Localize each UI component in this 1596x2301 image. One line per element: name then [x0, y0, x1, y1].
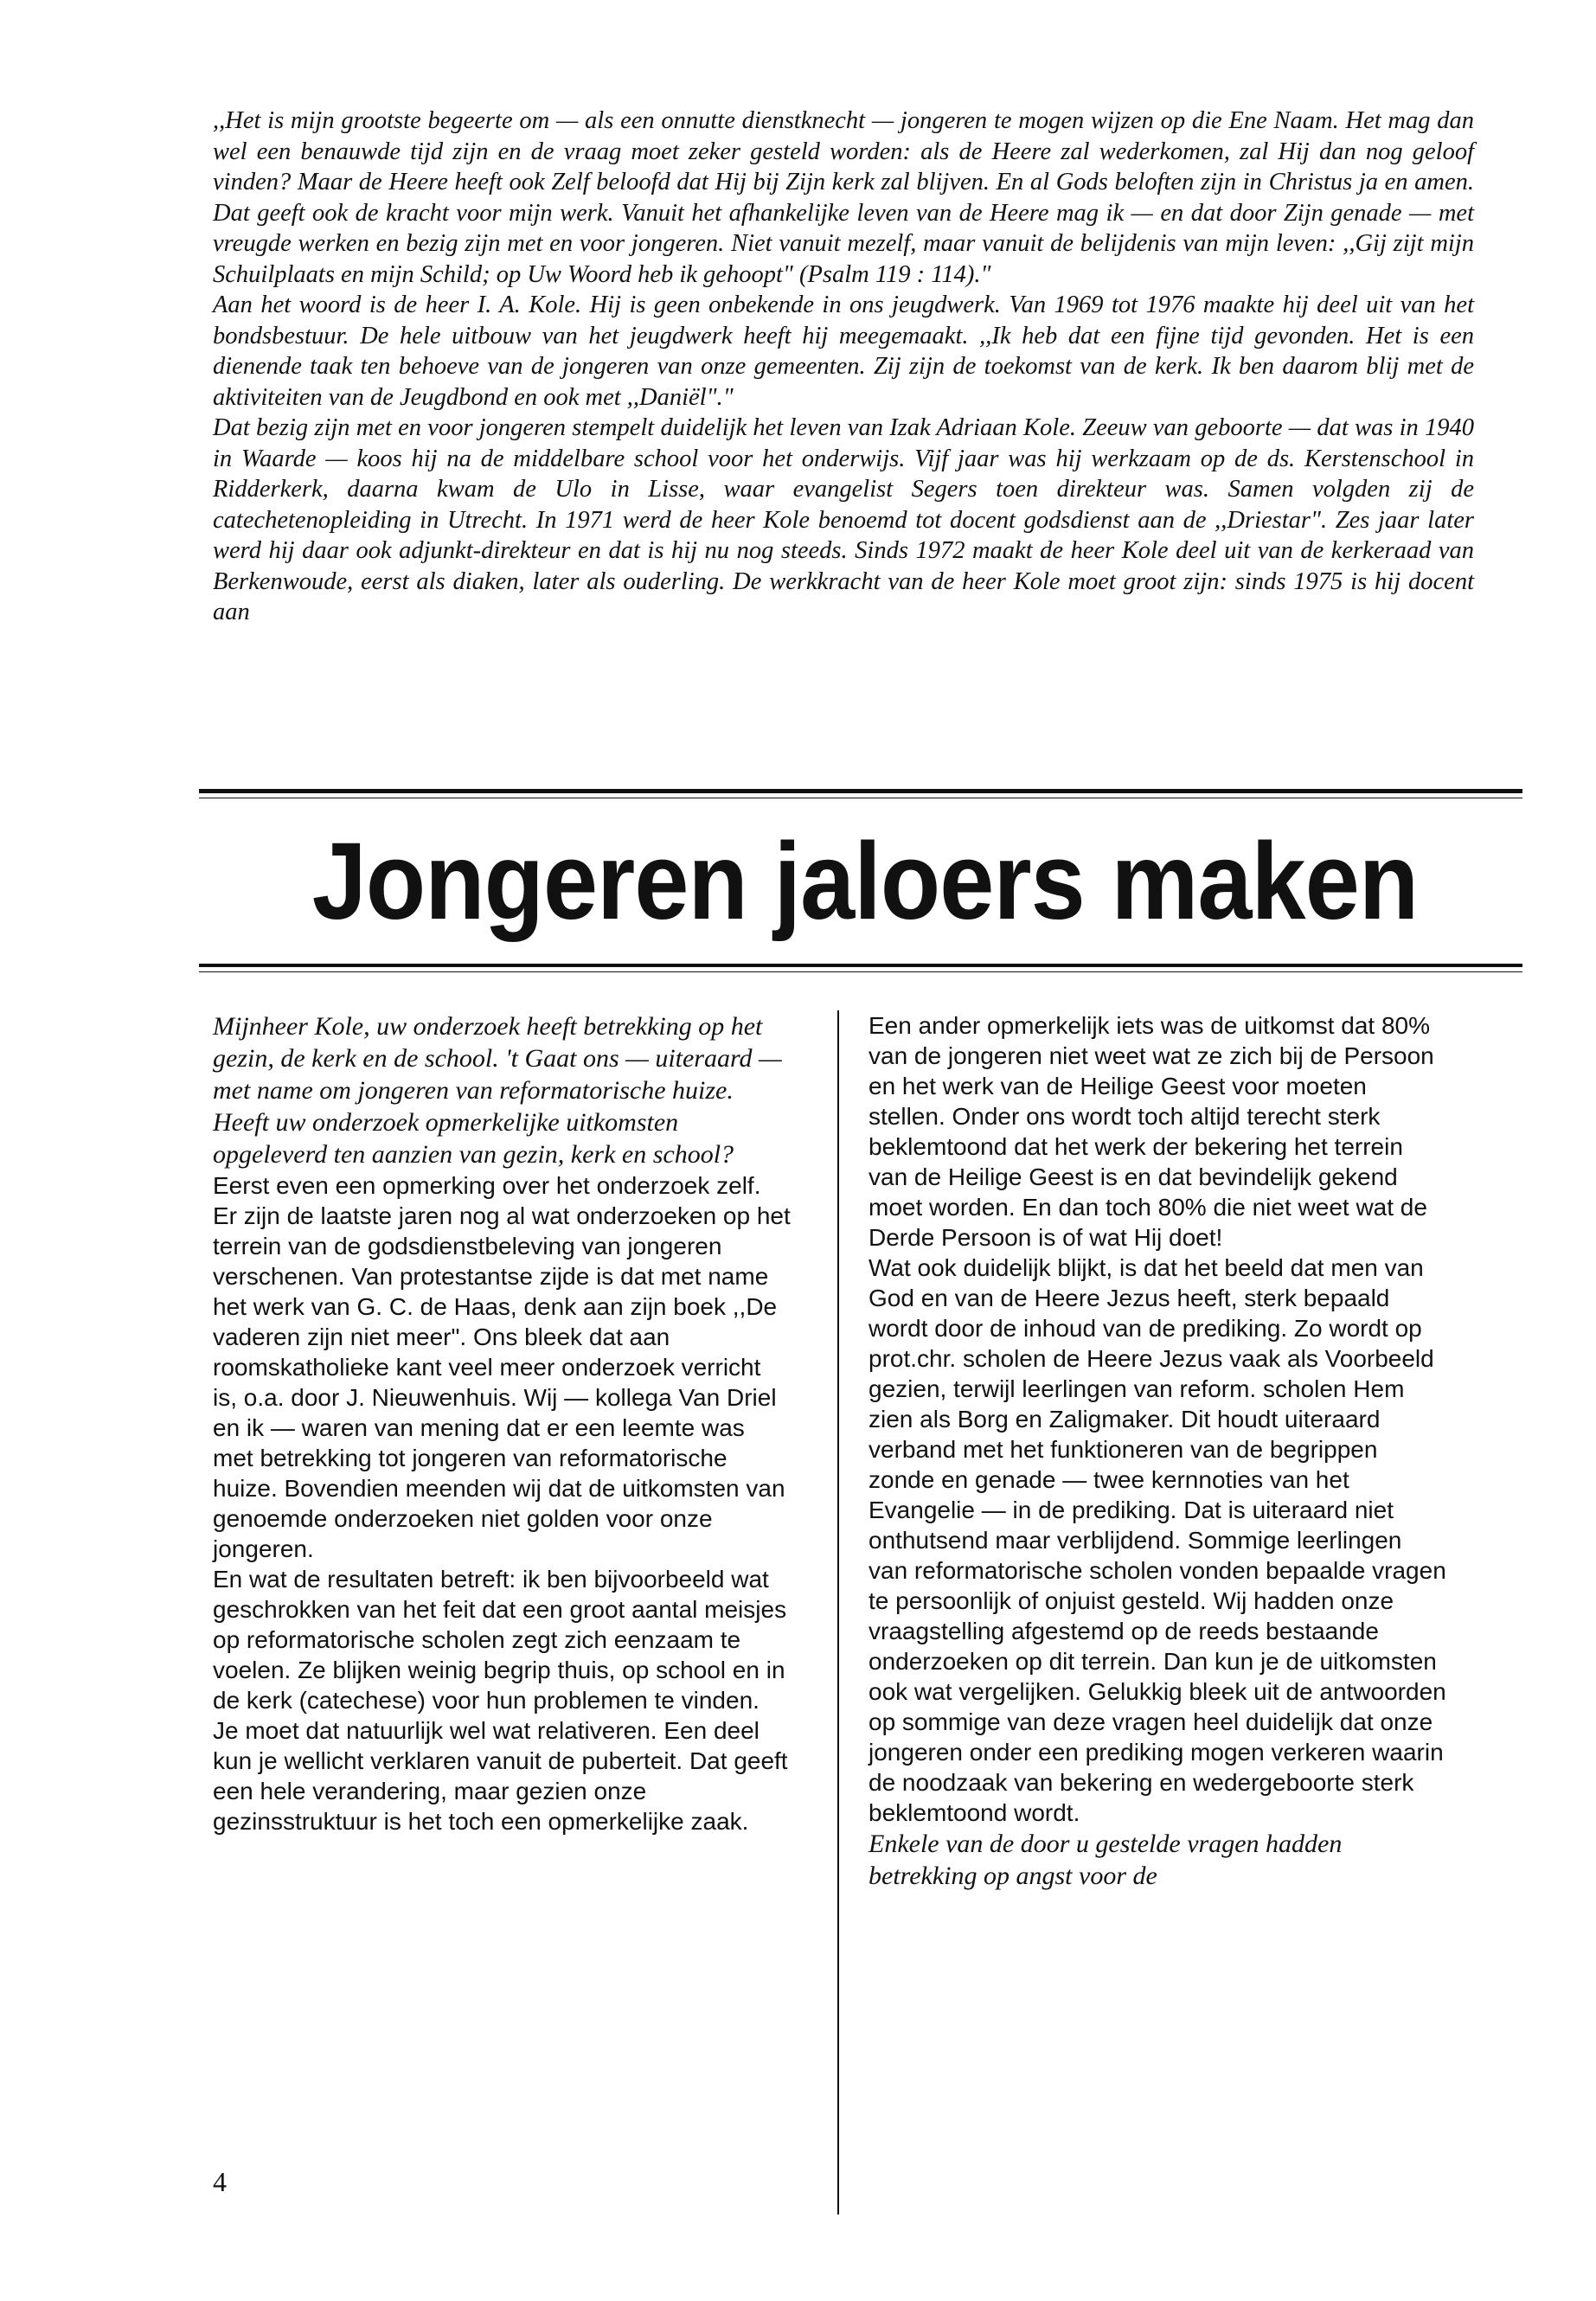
right-column: [869, 1010, 1446, 1892]
intro-paragraph: Dat bezig zijn met en voor jongeren stempelt duidelijk het leven van Izak Adriaan Kole. Zeeuw van geboorte — dat was in 1940 in Waarde — koos hij na de middelbare school voor het onderwijs. Vijf jaar was hij werkzaam op de ds. Kerstenschool in Ridderkerk, daarna kwam de Ulo in Lisse, waar evangelist Segers toen direkteur was. Samen volgden zij de catechetenopleiding in Utrecht. In 1971 werd de heer Kole benoemd tot docent godsdienst aan de ,,Driestar". Zes jaar later werd hij daar ook adjunkt-direkteur en dat is hij nu nog steeds. Sinds 1972 maakt de heer Kole deel uit van de kerkeraad van Berkenwoude, eerst als diaken, later als ouderling. De werkkracht van de heer Kole moet groot zijn: sinds 1975 is hij docent aan: [213, 414, 1474, 625]
answer-paragraph: Wat ook duidelijk blijkt, is dat het beeld dat men van God en van de Heere Jezus heeft, sterk bepaald wordt door de inhoud van de prediking. Zo wordt op prot.chr. scholen de Heere Jezus vaak als Voorbeeld gezien, terwijl leerlingen van reform. scholen Hem zien als Borg en Zaligmaker. Dit houdt uiteraard verband met het funktioneren van de begrippen zonde en genade — twee kernnoties van het Evangelie — in de prediking. Dat is uiteraard niet onthutsend maar verblijdend. Sommige leerlingen van reformatorische scholen vonden bepaalde vragen te persoonlijk of onjuist gesteld. Wij hadden onze vraagstelling afgestemd op de reeds bestaande onderzoeken op dit terrein. Dan kun je de uitkomsten ook wat vergelijken. Gelukkig bleek uit de antwoorden op sommige van deze vragen heel duidelijk dat onze jongeren onder een prediking mogen verkeren waarin de noodzaak van bekering en wedergeboorte sterk beklemtoond wordt.: [869, 1254, 1446, 1826]
bottom-rule-thick: [199, 964, 1522, 967]
interview-question: Mijnheer Kole, uw onderzoek heeft betrekking op het gezin, de kerk en de school. 't Gaat ons — uiteraard — met name om jongeren van reformatorische huize. Heeft uw onderzoek opmerkelijke uitkomsten opgeleverd ten aanzien van gezin, kerk en school?: [213, 1012, 782, 1169]
top-rule-thick: [199, 789, 1522, 793]
intro-text: [213, 106, 1474, 628]
headline: Jongeren jaloers maken: [311, 819, 1419, 942]
page-number: 4: [213, 2166, 227, 2197]
answer-paragraph: Eerst even een opmerking over het onderzoek zelf. Er zijn de laatste jaren nog al wat onderzoeken op het terrein van de godsdienstbeleving van jongeren verschenen. Van protestantse zijde is dat met name het werk van G. C. de Haas, denk aan zijn boek ,,De vaderen zijn niet meer". Ons bleek dat aan roomskatholieke kant veel meer onderzoek verricht is, o.a. door J. Nieuwenhuis. Wij — kollega Van Driel en ik — waren van mening dat er een leemte was met betrekking tot jongeren van reformatorische huize. Bovendien meenden wij dat de uitkomsten van genoemde onderzoeken niet golden voor onze jongeren.: [213, 1172, 791, 1562]
answer-paragraph: Een ander opmerkelijk iets was de uitkomst dat 80% van de jongeren niet weet wat ze zich bij de Persoon en het werk van de Heilige Geest voor moeten stellen. Onder ons wordt toch altijd terecht sterk beklemtoond dat het werk der bekering het terrein van de Heilige Geest is en dat bevindelijk gekend moet worden. En dan toch 80% die niet weet wat de Derde Persoon is of wat Hij doet!: [869, 1012, 1434, 1251]
intro-paragraph: Aan het woord is de heer I. A. Kole. Hij is geen onbekende in ons jeugdwerk. Van 1969 tot 1976 maakte hij deel uit van het bondsbestuur. De hele uitbouw van het jeugdwerk heeft hij meegemaakt. ,,Ik heb dat een fijne tijd gevonden. Het is een dienende taak ten behoeve van de jongeren van onze gemeenten. Zij zijn de toekomst van de kerk. Ik ben daarom blij met de aktiviteiten van de Jeugdbond en ook met ,,Daniël".": [213, 292, 1474, 411]
left-column: [213, 1010, 791, 1836]
interview-question: Enkele van de door u gestelde vragen hadden betrekking op angst voor de: [869, 1830, 1343, 1890]
answer-paragraph: En wat de resultaten betreft: ik ben bijvoorbeeld wat geschrokken van het feit dat een groot aantal meisjes op reformatorische scholen zegt zich eenzaam te voelen. Ze blijken weinig begrip thuis, op school en in de kerk (catechese) voor hun problemen te vinden. Je moet dat natuurlijk wel wat relativeren. Een deel kun je wellicht verklaren vanuit de puberteit. Dat geeft een hele verandering, maar gezien onze gezinsstruktuur is het toch een opmerkelijke zaak.: [213, 1566, 788, 1835]
bottom-rule-thin: [199, 971, 1522, 972]
column-divider: [837, 1010, 839, 2214]
intro-paragraph: ,,Het is mijn grootste begeerte om — als een onnutte dienstknecht — jongeren te mogen wijzen op die Ene Naam. Het mag dan wel een benauwde tijd zijn en de vraag moet zeker gesteld worden: als de Heere zal wederkomen, zal Hij dan nog geloof vinden? Maar de Heere heeft ook Zelf beloofd dat Hij bij Zijn kerk zal blijven. En al Gods beloften zijn in Christus ja en amen. Dat geeft ook de kracht voor mijn werk. Vanuit het afhankelijke leven van de Heere mag ik — en dat door Zijn genade — met vreugde werken en bezig zijn met en voor jongeren. Niet vanuit mezelf, maar vanuit de belijdenis van mijn leven: ,,Gij zijt mijn Schuilplaats en mijn Schild; op Uw Woord heb ik gehoopt" (Psalm 119 : 114).": [213, 107, 1474, 288]
